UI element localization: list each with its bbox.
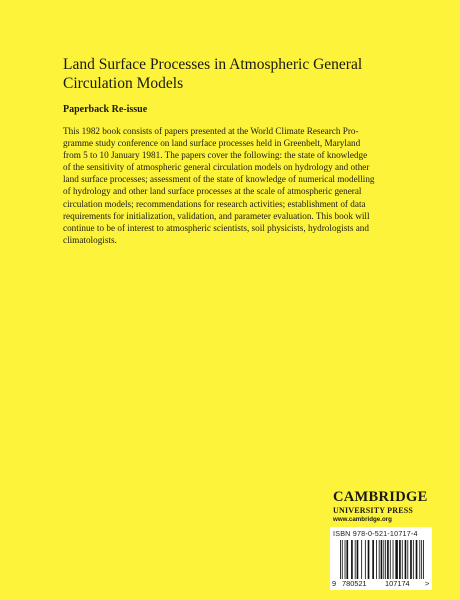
barcode-bar (346, 540, 348, 579)
barcode-bar (365, 540, 366, 579)
barcode-bar (416, 540, 418, 579)
description-line: from 5 to 10 January 1981. The papers cover the following: the state of knowledge (63, 150, 368, 161)
barcode-panel (330, 527, 432, 590)
isbn-label: ISBN 978-0-521-10717-4 (333, 529, 418, 538)
description-line: land surface processes; assessment of the state of knowledge of numerical modelling (63, 174, 375, 185)
barcode-bar (342, 540, 343, 579)
edition-label: Paperback Re-issue (63, 104, 148, 115)
barcode-bar (419, 540, 420, 579)
barcode-bar (383, 540, 384, 579)
barcode-bar (351, 540, 353, 579)
barcode-bar (413, 540, 414, 579)
description-line: of the sensitivity of atmospheric general circulation models on hydrology and other (63, 162, 370, 173)
barcode-bar (361, 540, 362, 579)
barcode-bar (357, 540, 359, 579)
book-title (63, 56, 393, 93)
barcode-bar (381, 540, 383, 579)
barcode-bar (421, 540, 422, 579)
book-title-line: Land Surface Processes in Atmospheric General (63, 56, 363, 73)
barcode-bar (410, 540, 412, 579)
description-line: gramme study conference on land surface processes held in Greenbelt, Maryland (63, 138, 361, 149)
publisher-imprint (333, 490, 438, 524)
description-line: climatologists. (63, 234, 117, 245)
barcode-trail-mark: > (425, 579, 430, 588)
barcode-bar (376, 540, 377, 579)
barcode-lead-digit: 9 (332, 579, 337, 588)
barcode-bar (372, 540, 374, 579)
description-line: This 1982 book consists of papers presented at the World Climate Research Pro- (63, 126, 359, 136)
barcode-bar (399, 540, 401, 579)
barcode-bar (402, 540, 403, 579)
barcode-bar (379, 540, 380, 579)
barcode-bar (345, 540, 346, 579)
book-description (63, 125, 403, 246)
barcode-bar (385, 540, 386, 579)
publisher-name: CAMBRIDGE (333, 489, 428, 505)
description-line: of hydrology and other land surface processes at the scale of atmospheric general (63, 186, 362, 197)
barcode-bar (405, 540, 407, 579)
barcode-bar (395, 540, 397, 579)
book-title-line: Circulation Models (63, 74, 184, 92)
barcode-right-digits: 107174 (385, 579, 410, 588)
barcode-bar (355, 540, 356, 579)
barcode-bar (387, 540, 389, 579)
barcode-bar (393, 540, 394, 579)
barcode-left-digits: 780521 (342, 579, 367, 588)
barcode-bar (423, 540, 424, 579)
description-line: requirements for initialization, validation, and parameter evaluation. This book will (63, 210, 370, 221)
barcode-bar (340, 540, 341, 579)
barcode-bar (390, 540, 391, 579)
publisher-url: www.cambridge.org (333, 516, 392, 523)
publisher-subname: UNIVERSITY PRESS (333, 506, 414, 515)
description-line: circulation models; recommendations for research activities; establishment of data (63, 198, 366, 209)
barcode-bar (368, 540, 370, 579)
description-line: continue to be of interest to atmospheric scientists, soil physicists, hydrologists and (63, 222, 369, 233)
barcode-bar (407, 540, 408, 579)
